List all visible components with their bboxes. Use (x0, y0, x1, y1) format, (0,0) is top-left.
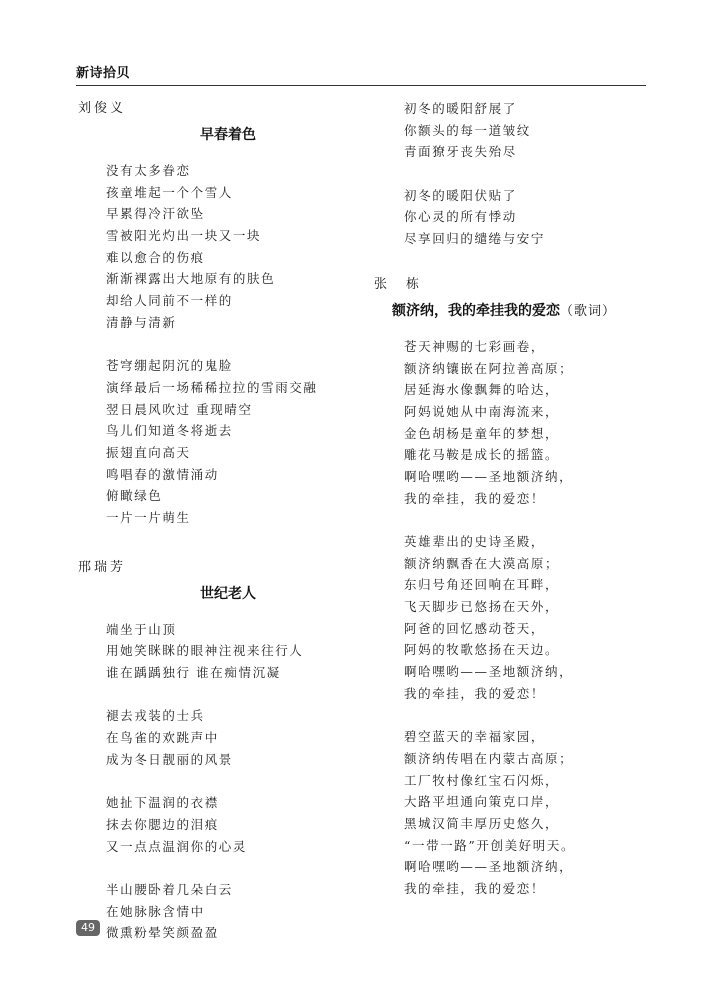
poem-author: 张 栋 (374, 276, 423, 292)
poem-line: 金色胡杨是童年的梦想， (404, 425, 560, 441)
poem-line: 我的牵挂，我的爱恋！ (404, 490, 546, 506)
poem-line: 端坐于山顶 (106, 621, 177, 637)
poem-title: 早春着色 (200, 127, 256, 143)
poem-century-elder (78, 557, 368, 944)
poem-line: 啊哈嘿哟——圣地额济纳， (404, 664, 574, 680)
poem-line: 鸟儿们知道冬将逝去 (106, 423, 233, 439)
poem-line: 黑城汉简丰厚历史悠久， (404, 815, 560, 831)
poem-line: 在她脉脉含情中 (106, 903, 205, 919)
poem-line: 雕花马鞍是成长的摇篮。 (404, 447, 560, 463)
poem-line: 没有太多眷恋 (106, 163, 191, 178)
poem-line: 清静与清新 (106, 314, 177, 330)
poem-line: 阿妈说她从中南海流来， (404, 403, 560, 419)
poem-line: 渐渐裸露出大地原有的肤色 (106, 271, 276, 287)
poem-line: 早累得冷汗欲坠 (106, 206, 205, 222)
poem-stanza (78, 879, 368, 944)
poem-line: 初冬的暖阳舒展了 (404, 101, 517, 116)
poem-line: 额济纳飘香在大漠高原； (404, 555, 560, 571)
poem-line: 我的牵挂，我的爱恋！ (404, 685, 546, 701)
poem-line: 啊哈嘿哟——圣地额济纳， (404, 468, 574, 484)
poem-line: 微熏粉晕笑颜盈盈 (106, 925, 219, 941)
poem-author: 邢瑞芳 (78, 559, 127, 575)
poem-line: 半山腰卧着几朵白云 (106, 881, 233, 897)
poem-line: 碧空蓝天的幸福家园， (404, 729, 546, 745)
poem-stanza (374, 336, 664, 510)
poem-line: 苍天神赐的七彩画卷， (404, 338, 546, 354)
poem-line: 又一点点温润你的心灵 (106, 838, 248, 854)
poem-line: 啊哈嘿哟——圣地额济纳， (404, 859, 574, 875)
left-column (78, 98, 368, 944)
poem-line: 阿爸的回忆感动苍天， (404, 620, 546, 636)
poem-title (374, 296, 664, 326)
poem-line: 苍穹绷起阴沉的鬼脸 (106, 358, 233, 374)
poem-stanza (78, 792, 368, 857)
right-column (374, 98, 664, 900)
poem-line: 英雄辈出的史诗圣殿， (404, 534, 546, 549)
poem-line: 你心灵的所有悸动 (404, 209, 517, 225)
page-number-badge: 49 (76, 920, 100, 936)
poem-line: 却给人同前不一样的 (106, 293, 233, 309)
poem-line: 尽享回归的缱绻与安宁 (404, 231, 546, 247)
poem-line: 额济纳镶嵌在阿拉善高原； (404, 360, 574, 376)
poem-line: 成为冬日靓丽的风景 (106, 751, 233, 767)
poem-line: 工厂牧村像红宝石闪烁， (404, 772, 560, 788)
poem-stanza (374, 531, 664, 705)
poem-line: 抹去你腮边的泪痕 (106, 816, 219, 832)
poem-line: 孩童堆起一个个雪人 (106, 184, 233, 200)
poem-title-text: 额济纳，我的牵挂我的爱恋 (392, 302, 560, 319)
poem-ejina (374, 274, 664, 900)
section-name: 新诗拾贝 (76, 66, 131, 81)
poem-stanza (374, 185, 664, 250)
poem-title: 世纪老人 (200, 585, 256, 602)
poem-stanza (78, 619, 368, 684)
poem-line: 我的牵挂，我的爱恋！ (404, 881, 546, 896)
poem-line: 居延海水像飘舞的哈达， (404, 382, 560, 398)
poem-line: 额济纳传唱在内蒙古高原； (404, 750, 574, 766)
poem-line: 鸣唱春的激情涌动 (106, 466, 219, 482)
poem-line: 阿妈的牧歌悠扬在天边。 (404, 642, 560, 658)
poem-line: 你额头的每一道皱纹 (404, 122, 531, 138)
poem-subtitle: （歌词） (560, 303, 617, 319)
poem-stanza (374, 98, 664, 163)
poem-line: 初冬的暖阳伏贴了 (404, 187, 517, 203)
poem-line: 一片一片萌生 (106, 510, 191, 525)
poem-line: 难以愈合的伤痕 (106, 249, 205, 265)
poem-line: 演绎最后一场稀稀拉拉的雪雨交融 (106, 379, 318, 395)
poem-line: 翌日晨风吹过 重现晴空 (106, 401, 253, 417)
poem-line: “一带一路”开创美好明天。 (404, 837, 576, 853)
poem-line: 振翅直向高天 (106, 444, 191, 460)
poem-line: 她扯下温润的衣襟 (106, 795, 219, 811)
poem-line: 褪去戎装的士兵 (106, 708, 205, 724)
poem-line: 飞天脚步已悠扬在天外， (404, 599, 560, 615)
poem-line: 谁在踽踽独行 谁在痴情沉凝 (106, 665, 281, 681)
poem-century-elder-continued (374, 98, 664, 250)
poem-line: 在鸟雀的欢跳声中 (106, 730, 219, 746)
poem-stanza (78, 355, 368, 529)
page-header (76, 62, 646, 86)
poem-early-spring (78, 98, 368, 529)
poem-line: 东归号角还回响在耳畔， (404, 577, 560, 593)
poem-line: 雪被阳光灼出一块又一块 (106, 228, 262, 244)
poem-stanza (374, 726, 664, 900)
poem-line: 大路平坦通向策克口岸， (404, 794, 560, 810)
poem-line: 俯瞰绿色 (106, 488, 163, 504)
poem-line: 青面獠牙丧失殆尽 (404, 144, 517, 160)
poem-stanza (78, 160, 368, 334)
poem-line: 用她笑眯眯的眼神注视来往行人 (106, 643, 304, 659)
poem-author: 刘俊义 (78, 101, 127, 116)
poem-stanza (78, 705, 368, 770)
